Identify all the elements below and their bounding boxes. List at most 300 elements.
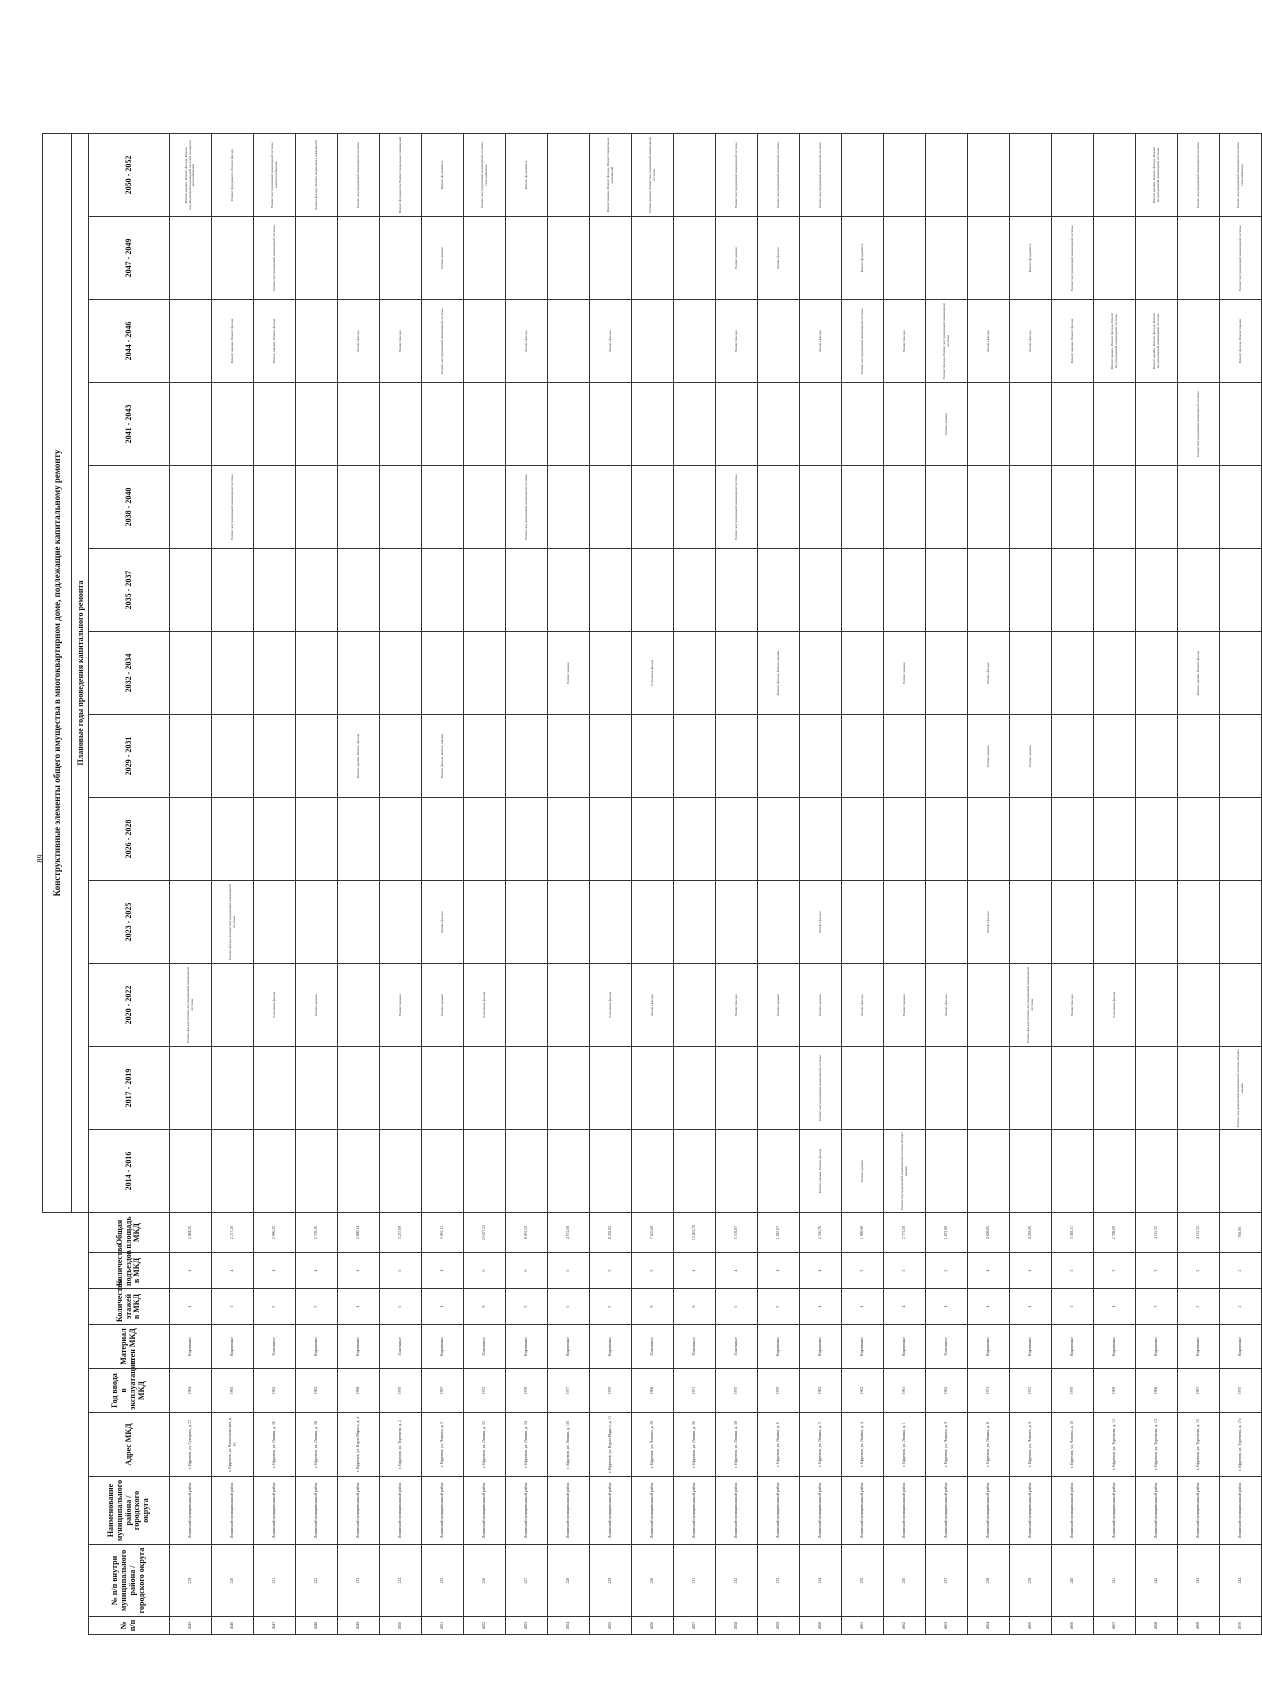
table-row (926, 134, 968, 1635)
plan-cell (758, 715, 800, 798)
table-cell: 1970 (380, 1369, 422, 1413)
table-cell: г. Ефремов, ул. Тургенева, д. 17а (1220, 1413, 1262, 1477)
plan-cell: Ремонт фасада (800, 300, 842, 383)
plan-cell (590, 632, 632, 715)
column-header: Количество подъездов в МКД (89, 1253, 170, 1289)
plan-cell: Ремонт фасада (716, 300, 758, 383)
plan-cell (1052, 549, 1094, 632)
plan-cell: Ремонт фасада, Ремонт крыши (758, 632, 800, 715)
plan-cell (548, 1130, 590, 1213)
table-cell: 224 (380, 1545, 422, 1617)
table-cell: г. Ефремов, ул. Ленина, д. 38 (716, 1413, 758, 1477)
table-row (1010, 134, 1052, 1635)
table-cell: Кирпичные (338, 1325, 380, 1369)
plan-cell (1010, 383, 1052, 466)
plan-cell (338, 383, 380, 466)
table-cell: 4 (800, 1253, 842, 1289)
plan-cell (1052, 798, 1094, 881)
table-cell: 4653 (506, 1617, 548, 1635)
plan-cell (674, 300, 716, 383)
plan-cell (884, 1047, 926, 1130)
plan-cell (1136, 549, 1178, 632)
plan-cell: Ремонт фасада, Ремонт внутридомовой инженерной системы (212, 881, 254, 964)
table-cell: 4647 (254, 1617, 296, 1635)
column-header: Адрес МКД (89, 1413, 170, 1477)
table-cell: 4 (968, 1253, 1010, 1289)
column-header: 2032 - 2034 (89, 632, 170, 715)
plan-cell (842, 798, 884, 881)
table-cell: г. Ефремов, ул. Ленина, д. 36 (674, 1413, 716, 1477)
plan-cell: Ремонт фасада (884, 300, 926, 383)
plan-cell: Ремонт фасада (422, 881, 464, 964)
plan-cell: Ремонт внутридомовой инженерной системы (842, 300, 884, 383)
table-cell: г. Ефремов, ул. Чапаева, д. 5 (422, 1413, 464, 1477)
plan-cell: Ремонт крыши (422, 964, 464, 1047)
plan-cell (506, 1130, 548, 1213)
table-cell: 230 (632, 1545, 674, 1617)
plan-cell (1178, 881, 1220, 964)
plan-cell (1178, 964, 1220, 1047)
table-row (632, 134, 674, 1635)
plan-cell (506, 881, 548, 964)
plan-cell (884, 466, 926, 549)
plan-cell: Ремонт крыши (884, 632, 926, 715)
plan-cell (1178, 300, 1220, 383)
table-cell: 219 (170, 1545, 212, 1617)
plan-cell (380, 715, 422, 798)
table-cell: 225 (422, 1545, 464, 1617)
table-row (884, 134, 926, 1635)
table-cell: Кирпичные (968, 1325, 1010, 1369)
plan-cell: Ремонт крыши (548, 632, 590, 715)
table-row (842, 134, 884, 1635)
table-cell: Ленинский муниципальный район (1178, 1477, 1220, 1545)
column-header: 2017 - 2019 (89, 1047, 170, 1130)
table-cell: Ленинский муниципальный район (464, 1477, 506, 1545)
table-cell: 2 996,25 (254, 1213, 296, 1253)
plan-cell (296, 383, 338, 466)
column-header: 2020 - 2022 (89, 964, 170, 1047)
plan-cell (1220, 632, 1262, 715)
table-cell: 233 (758, 1545, 800, 1617)
table-cell: 222 (296, 1545, 338, 1617)
plan-cell (1178, 1130, 1220, 1213)
table-row (380, 134, 422, 1635)
table-cell: г. Ефремов, ул. Суворова, д. 27 (170, 1413, 212, 1477)
plan-cell (716, 798, 758, 881)
plan-cell: Утепление фасада (632, 632, 674, 715)
table-cell: 4 (254, 1253, 296, 1289)
plan-cell (212, 383, 254, 466)
plan-cell (674, 798, 716, 881)
plan-cell (548, 715, 590, 798)
table-row (464, 134, 506, 1635)
plan-cell: Ремонт крыши (1010, 715, 1052, 798)
plan-cell: Ремонт внутридомовой инженерной системы (1052, 217, 1094, 300)
plan-cell (338, 217, 380, 300)
table-cell: 1970 (590, 1369, 632, 1413)
table-cell: 6 (506, 1253, 548, 1289)
plan-cell (1094, 798, 1136, 881)
plan-cell (506, 632, 548, 715)
table-cell: Кирпичные (1010, 1325, 1052, 1369)
plan-cell: Ремонт крыши (422, 217, 464, 300)
plan-cell (506, 549, 548, 632)
table-cell: Кирпичные (842, 1325, 884, 1369)
table-cell: 4 609,85 (968, 1213, 1010, 1253)
table-cell: г. Ефремов, ул. Ленина, д. 36 (254, 1413, 296, 1477)
plan-cell (800, 549, 842, 632)
plan-cell (1052, 134, 1094, 217)
table-cell: 1970 (758, 1369, 800, 1413)
table-cell: Ленинский муниципальный район (380, 1477, 422, 1545)
plan-cell (590, 383, 632, 466)
plan-cell: Ремонт внутридомовой инженерной системы (716, 466, 758, 549)
plan-cell (926, 466, 968, 549)
table-cell: 243 (1178, 1545, 1220, 1617)
table-cell: 1972 (1010, 1369, 1052, 1413)
table-cell: 2 (1178, 1253, 1220, 1289)
plan-cell (716, 881, 758, 964)
table-cell: Кирпичные (1052, 1325, 1094, 1369)
table-cell: 3 (1052, 1289, 1094, 1325)
plan-cell: Ремонт крыши (758, 964, 800, 1047)
table-cell: 4 (338, 1253, 380, 1289)
plan-cell (674, 466, 716, 549)
plan-cell (170, 300, 212, 383)
plan-cell (1094, 715, 1136, 798)
plan-cell: Ремонт фасада (842, 964, 884, 1047)
plan-cell (926, 217, 968, 300)
plan-cell: Ремонт крыши, Ремонт фасада, Ремонт подвальных помещений (590, 134, 632, 217)
table-cell: 1973 (968, 1369, 1010, 1413)
column-header: Общая площадь МКД (89, 1213, 170, 1253)
plan-cell (338, 881, 380, 964)
plan-cell (1010, 1130, 1052, 1213)
plan-cell (170, 632, 212, 715)
plan-cell (674, 134, 716, 217)
table-cell: 240 (1052, 1545, 1094, 1617)
plan-cell (842, 1047, 884, 1130)
table-cell: 4664 (968, 1617, 1010, 1635)
plan-cell (674, 715, 716, 798)
plan-cell (590, 715, 632, 798)
plan-cell (254, 383, 296, 466)
plan-cell (968, 134, 1010, 217)
plan-cell (1220, 715, 1262, 798)
plan-cell (1010, 798, 1052, 881)
table-cell: г. Ефремов, ул. Ленина, д. 1 (884, 1413, 926, 1477)
plan-cell (422, 383, 464, 466)
table-cell: 4649 (338, 1617, 380, 1635)
plan-cell (716, 549, 758, 632)
table-cell: 5 (380, 1253, 422, 1289)
table-cell: 223 (338, 1545, 380, 1617)
table-cell: Ленинский муниципальный район (338, 1477, 380, 1545)
plan-cell (632, 798, 674, 881)
plan-cell: Ремонт внутридомовой инженерной системы (1220, 217, 1262, 300)
table-cell: Ленинский муниципальный район (254, 1477, 296, 1545)
plan-cell (1178, 466, 1220, 549)
table-row (758, 134, 800, 1635)
plan-cell (548, 1047, 590, 1130)
plan-cell (1010, 632, 1052, 715)
table-cell: 235 (842, 1545, 884, 1617)
plan-cell (548, 134, 590, 217)
plan-cell (800, 798, 842, 881)
plan-cell (1052, 383, 1094, 466)
table-cell: 4 (884, 1289, 926, 1325)
table-cell: 228 (548, 1545, 590, 1617)
table-cell: 221 (254, 1545, 296, 1617)
table-cell: г. Ефремов, ул. Чапаева, д. 9 (1010, 1413, 1052, 1477)
plan-cell: Ремонт внутридомовой инженерной системы газоснабжения (464, 134, 506, 217)
table-cell: 232 (716, 1545, 758, 1617)
table-cell: Панельные (464, 1325, 506, 1369)
plan-cell (296, 632, 338, 715)
table-cell: 4650 (380, 1617, 422, 1635)
table-cell: 5 (548, 1253, 590, 1289)
table-cell: 4657 (674, 1617, 716, 1635)
table-cell: 9 (632, 1289, 674, 1325)
plan-cell (212, 217, 254, 300)
plan-cell (338, 798, 380, 881)
table-cell: 4 283,95 (1010, 1213, 1052, 1253)
plan-cell (254, 798, 296, 881)
table-cell: 4658 (716, 1617, 758, 1635)
plan-cell (506, 217, 548, 300)
table-cell: г. Ефремов, ул. Ленина, д. 34 (506, 1413, 548, 1477)
plan-cell (884, 798, 926, 881)
plan-cell (380, 549, 422, 632)
plan-cell: Ремонт фасада (632, 964, 674, 1047)
table-cell: Кирпичные (422, 1325, 464, 1369)
table-cell: 8 203,92 (590, 1213, 632, 1253)
plan-cell: Ремонт крыши, Ремонт фасада, Ремонт внутридомовой инженерной системы (1136, 134, 1178, 217)
table-cell: 5 (254, 1289, 296, 1325)
plan-cell (884, 881, 926, 964)
plan-cell (254, 632, 296, 715)
table-cell: 2 703,30 (296, 1213, 338, 1253)
table-cell: 2 884,55 (170, 1213, 212, 1253)
plan-cell (296, 1047, 338, 1130)
plan-cell (548, 798, 590, 881)
plan-cell (842, 715, 884, 798)
plan-cell (548, 300, 590, 383)
table-cell: 3 (1136, 1289, 1178, 1325)
plan-cell (842, 134, 884, 217)
table-row (1178, 134, 1220, 1635)
plan-cell (674, 1047, 716, 1130)
table-cell: 5 (548, 1289, 590, 1325)
plan-cell (968, 466, 1010, 549)
plan-cell: Ремонт внутридомовой инженерной системы (506, 466, 548, 549)
table-cell: Кирпичные (296, 1325, 338, 1369)
table-cell: 2 (1178, 1289, 1220, 1325)
table-row (1220, 134, 1262, 1635)
column-header: 2047 - 2049 (89, 217, 170, 300)
plan-cell: Ремонт крыши (380, 964, 422, 1047)
table-cell: 239 (1010, 1545, 1052, 1617)
table-cell: г. Ефремов, ул. Тургенева, д. 13 (1136, 1413, 1178, 1477)
plan-cell (464, 1047, 506, 1130)
plan-cell (968, 798, 1010, 881)
plan-cell (506, 798, 548, 881)
column-header: № п/п (89, 1617, 170, 1635)
column-header: 2041 - 2043 (89, 383, 170, 466)
plan-cell (212, 549, 254, 632)
plan-cell: Ремонт крыши, Ремонт внутридомовой инженерной системы (632, 134, 674, 217)
table-cell: Панельные (926, 1325, 968, 1369)
table-cell: 4 161,52 (1136, 1213, 1178, 1253)
plan-cell (338, 549, 380, 632)
table-cell: Ленинский муниципальный район (590, 1477, 632, 1545)
plan-cell (968, 217, 1010, 300)
plan-cell (296, 300, 338, 383)
table-cell: Ленинский муниципальный район (674, 1477, 716, 1545)
plan-cell (254, 466, 296, 549)
table-cell: г. Ефремов, ул. Тургенева, д. 12 (1094, 1413, 1136, 1477)
table-cell: 3 091,12 (422, 1213, 464, 1253)
table-cell: 1962 (926, 1369, 968, 1413)
plan-cell: Ремонт крыши, Ремонт фасада (800, 1130, 842, 1213)
plan-cell (842, 632, 884, 715)
plan-cell (632, 1130, 674, 1213)
plan-cell (758, 1047, 800, 1130)
table-row (716, 134, 758, 1635)
plan-cell: Ремонт внутридомовой инженерной системы (1178, 134, 1220, 217)
plan-cell (674, 881, 716, 964)
table-cell: 2 773,50 (884, 1213, 926, 1253)
table-cell: 4 (1094, 1289, 1136, 1325)
table-cell: Ленинский муниципальный район (800, 1477, 842, 1545)
table-cell: 5 103,87 (716, 1213, 758, 1253)
plan-cell: Ремонт крыши, Ремонт фасада (254, 300, 296, 383)
plan-cell (464, 383, 506, 466)
plan-cell (1220, 466, 1262, 549)
plan-cell (1052, 881, 1094, 964)
table-cell: 231 (674, 1545, 716, 1617)
table-cell: 2 (1220, 1253, 1262, 1289)
plan-cell (254, 1047, 296, 1130)
plan-cell: Утепление фасада (464, 964, 506, 1047)
plan-cell (296, 1130, 338, 1213)
table-cell: Ленинский муниципальный район (926, 1477, 968, 1545)
table-cell: Ленинский муниципальный район (1010, 1477, 1052, 1545)
table-cell: 1 989,90 (842, 1213, 884, 1253)
table-cell: 1969 (1094, 1369, 1136, 1413)
plan-cell: Ремонт крыши, Ремонт фасада (1052, 300, 1094, 383)
plan-cell (926, 715, 968, 798)
table-cell: Панельные (716, 1325, 758, 1369)
plan-cell (1178, 549, 1220, 632)
plan-cell: Ремонт фундамента (506, 134, 548, 217)
table-cell: 4 (170, 1253, 212, 1289)
plan-cell (338, 1130, 380, 1213)
table-cell: 1963 (800, 1369, 842, 1413)
table-cell: 3 (1052, 1253, 1094, 1289)
table-cell: 242 (1136, 1545, 1178, 1617)
table-cell: 9 (674, 1289, 716, 1325)
plan-cell (506, 383, 548, 466)
table-cell: Ленинский муниципальный район (506, 1477, 548, 1545)
plan-cell: Ремонт фасада (800, 881, 842, 964)
table-cell: 226 (464, 1545, 506, 1617)
table-cell: Кирпичные (548, 1325, 590, 1369)
table-cell: Панельные (380, 1325, 422, 1369)
table-cell: Кирпичные (170, 1325, 212, 1369)
plan-cell (1136, 881, 1178, 964)
plan-cell (422, 1047, 464, 1130)
table-cell: 1967 (422, 1369, 464, 1413)
column-header: 2029 - 2031 (89, 715, 170, 798)
plan-cell (1094, 632, 1136, 715)
plan-cell (380, 881, 422, 964)
table-cell: 8 691,53 (506, 1213, 548, 1253)
plan-cell (1220, 549, 1262, 632)
table-cell: 3 (884, 1253, 926, 1289)
table-title: Конструктивные элементы общего имущества в многоквартирном доме, подлежащие капитальному ремонту (43, 134, 72, 1213)
plan-cell (632, 549, 674, 632)
plan-cell (926, 881, 968, 964)
plan-cell (1010, 881, 1052, 964)
plan-cell (380, 383, 422, 466)
plan-cell (548, 217, 590, 300)
table-cell: 2 880,34 (338, 1213, 380, 1253)
plan-cell (254, 715, 296, 798)
column-header: Год ввода в эксплуатацию МКД (89, 1369, 170, 1413)
plan-cell: Ремонт фасада (506, 300, 548, 383)
table-cell: 4656 (632, 1617, 674, 1635)
plan-cell (1094, 217, 1136, 300)
plan-cell: Ремонт внутридомовой инженерной системы (758, 134, 800, 217)
plan-cell (968, 549, 1010, 632)
plan-cell (1136, 466, 1178, 549)
table-row (590, 134, 632, 1635)
table-row (1094, 134, 1136, 1635)
table-row (254, 134, 296, 1635)
plan-cell (464, 632, 506, 715)
table-cell: 1972 (464, 1369, 506, 1413)
table-cell: Ленинский муниципальный район (968, 1477, 1010, 1545)
plan-cell (758, 300, 800, 383)
plan-cell: Ремонт фасада (968, 632, 1010, 715)
plan-cell (800, 383, 842, 466)
plan-cell (1094, 134, 1136, 217)
plan-cell: Ремонт фундамента (422, 134, 464, 217)
plan-cell (296, 549, 338, 632)
table-cell: 5 (380, 1289, 422, 1325)
plan-cell (1010, 466, 1052, 549)
table-cell: 2 (1220, 1289, 1262, 1325)
plan-cell: Ремонт фасада (380, 300, 422, 383)
plan-cell (254, 881, 296, 964)
plan-cell (674, 632, 716, 715)
plan-cell (170, 715, 212, 798)
column-headers (89, 134, 170, 1635)
column-header: № п/п внутри муниципального района / городского округа (89, 1545, 170, 1617)
plan-cell (1136, 964, 1178, 1047)
plan-cell (1136, 1047, 1178, 1130)
plan-cell (422, 549, 464, 632)
table-cell: 4665 (1010, 1617, 1052, 1635)
plan-cell (548, 549, 590, 632)
plan-cell: Ремонт крыши, Ремонт фасада, Ремонт внутридомовой инженерной системы холодного водоснабжения (170, 134, 212, 217)
plan-cell (170, 383, 212, 466)
table-cell: 4655 (590, 1617, 632, 1635)
plan-cell (590, 798, 632, 881)
table-cell: 3 (842, 1253, 884, 1289)
